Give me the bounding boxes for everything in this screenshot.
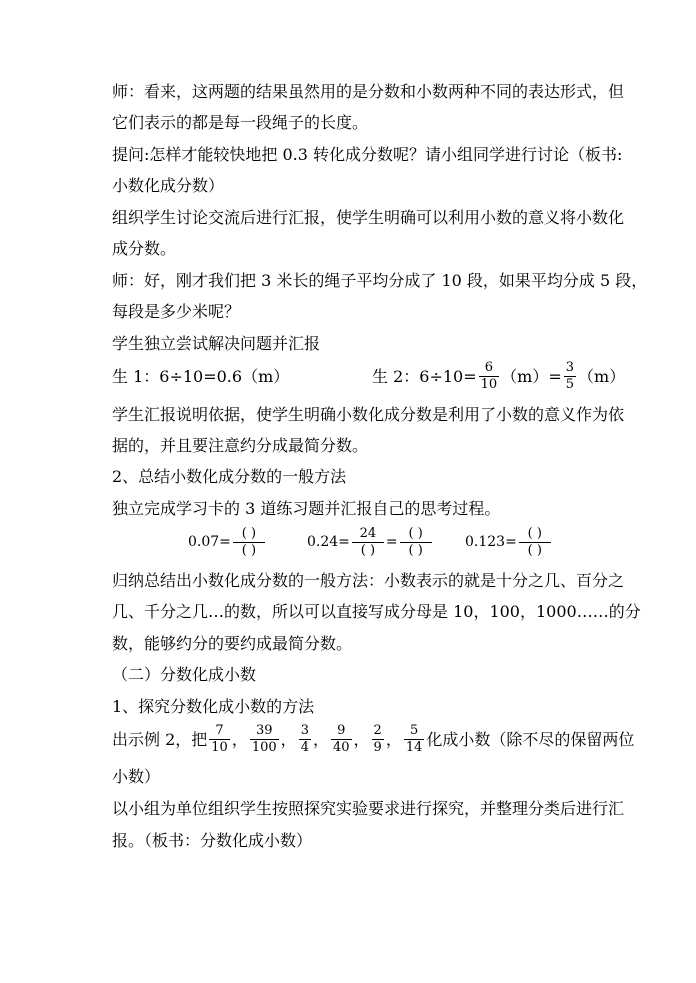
paragraph-line: 报。（板书：分数化成小数）	[112, 831, 313, 850]
paragraph-line: 独立完成学习卡的 3 道练习题并汇报自己的思考过程。	[112, 499, 501, 518]
paragraph-line: 几、千分之几…的数，所以可以直接写成分母是 10，100，1000……的分	[112, 602, 641, 621]
paragraph-line: 师：好，刚才我们把 3 米长的绳子平均分成了 10 段，如果平均分成 5 段，	[112, 271, 648, 290]
answer-fraction: $\frac{( )}{( )}$	[519, 526, 551, 559]
solution-1: 生 1：6÷10=0.6（m）	[112, 367, 290, 386]
unit-text: （m）=	[501, 366, 562, 386]
section-heading: 2、总结小数化成分数的一般方法	[112, 467, 347, 486]
paragraph-line: 以小组为单位组织学生按照探究实验要求进行探究，并整理分类后进行汇	[112, 799, 625, 818]
paragraph-line: 数，能够约分的要约成最简分数。	[112, 634, 353, 653]
section-heading: （二）分数化成小数	[112, 665, 257, 684]
paragraph-line: 组织学生讨论交流后进行汇报，使学生明确可以利用小数的意义将小数化	[112, 208, 625, 227]
section-heading: 1、探究分数化成小数的方法	[112, 697, 315, 716]
paragraph-line: 每段是多少米呢？	[112, 302, 241, 321]
example-2-suffix: 化成小数（除不尽的保留两位	[426, 729, 635, 749]
exercise-2: 0.24= $\frac{24}{( )}$ = $\frac{( )}{( )}$	[307, 522, 434, 562]
unit-text: （m）	[578, 366, 626, 386]
fraction: $\frac{39}{100}$	[251, 723, 277, 755]
solution-2	[372, 356, 625, 397]
paragraph-line: 提问:怎样才能较快地把 0.3 转化成分数呢？请小组同学进行讨论（板书:	[112, 145, 623, 164]
fraction: $\frac{9}{40}$	[332, 723, 350, 755]
paragraph-line: 成分数。	[112, 239, 177, 258]
fraction: $\frac{3}{4}$	[300, 723, 309, 755]
paragraph-line: 小数）	[112, 767, 161, 786]
fraction: $\frac{24}{( )}$	[352, 526, 384, 559]
exercise-3: 0.123= $\frac{( )}{( )}$	[465, 522, 553, 562]
paragraph-line: 小数化成分数）	[112, 176, 225, 195]
paragraph-line: 它们表示的都是每一段绳子的长度。	[112, 113, 369, 132]
answer-fraction: $\frac{( )}{( )}$	[400, 526, 432, 559]
example-2-prefix: 出示例 2，把	[112, 729, 208, 749]
example-2-line: 出示例 2，把 $\frac{7}{10}$ ， $\frac{39}{100}$ ， $\frac{3}{4}$ ， $\frac{9}{40}$ ， $\frac{2}{9}$ ， $\frac{5}{14}$ 化成小数（除不尽的保留两位	[112, 718, 634, 761]
paragraph-line: 师：看来，这两题的结果虽然用的是分数和小数两种不同的表达形式，但	[112, 82, 625, 101]
fraction: $\frac{7}{10}$	[211, 723, 228, 755]
fraction: $\frac{2}{9}$	[373, 723, 382, 755]
answer-fraction: $\frac{( )}{( )}$	[233, 526, 265, 559]
fraction: $\frac{5}{14}$	[405, 723, 423, 755]
fraction: $\frac{6}{10}$	[480, 360, 498, 392]
solution-2-prefix: 生 2：6÷10=	[372, 366, 477, 386]
paragraph-line: 学生独立尝试解决问题并汇报	[112, 334, 321, 353]
fraction: $\frac{3}{5}$	[565, 360, 575, 392]
paragraph-line: 据的，并且要注意约分成最简分数。	[112, 436, 369, 455]
paragraph-line: 学生汇报说明依据，使学生明确小数化成分数是利用了小数的意义作为依	[112, 405, 625, 424]
paragraph-line: 归纳总结出小数化成分数的一般方法：小数表示的就是十分之几、百分之	[112, 571, 625, 590]
exercise-1: 0.07= $\frac{( )}{( )}$	[188, 522, 267, 562]
